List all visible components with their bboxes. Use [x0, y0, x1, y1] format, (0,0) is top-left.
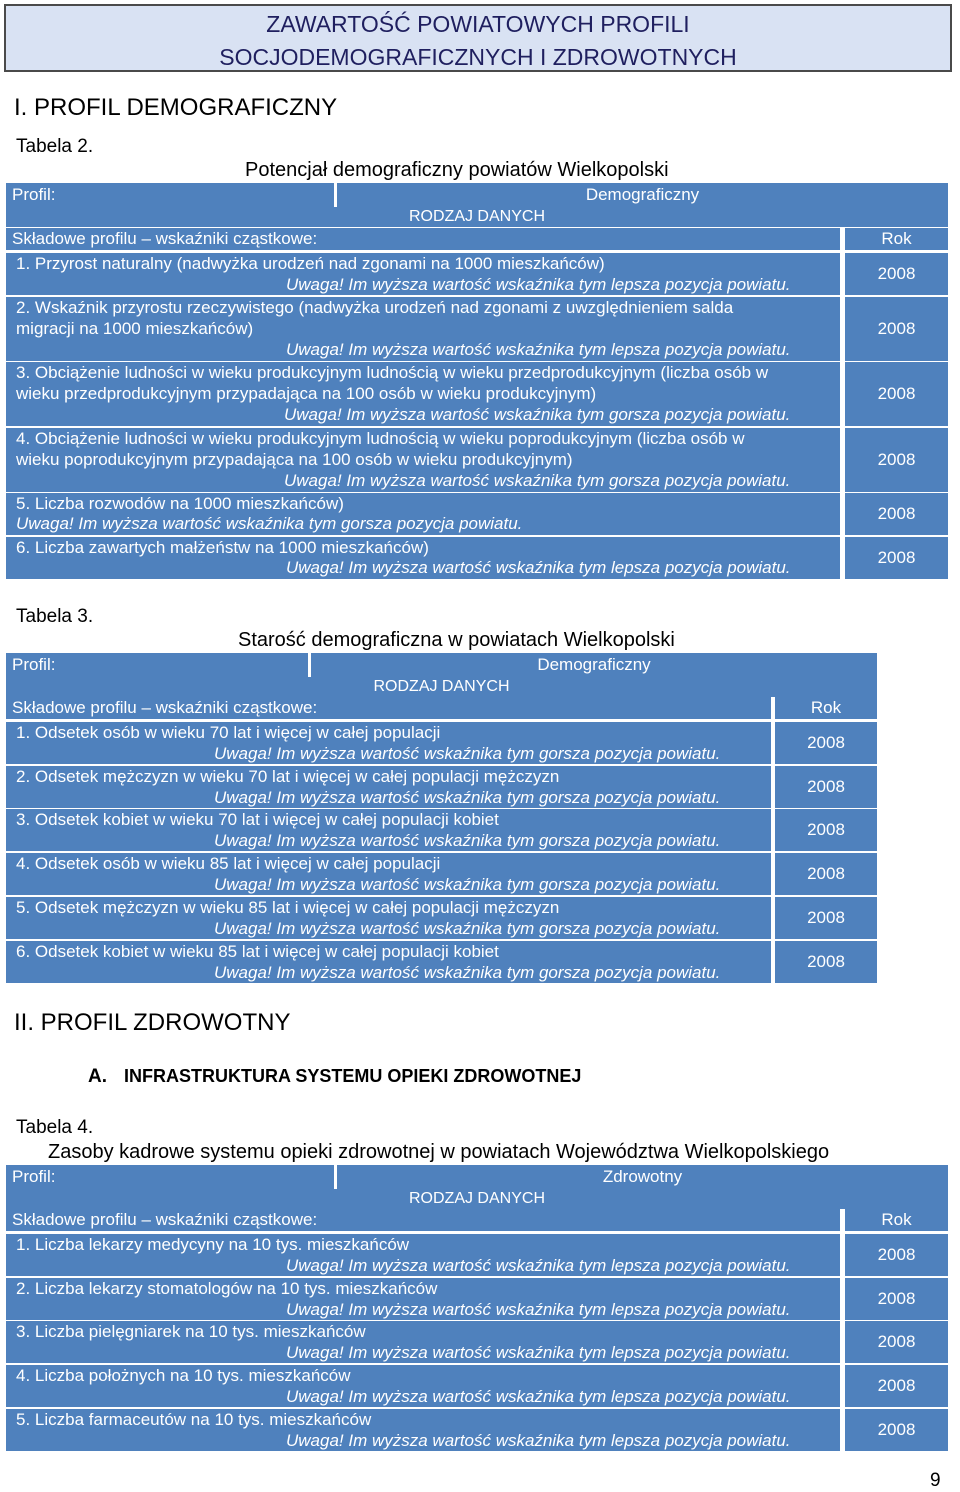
warning-text: Uwaga! Im wyższa wartość wskaźnika tym gorsza pozycja powiatu. [214, 875, 721, 894]
indicator-text: 6. Odsetek kobiet w wieku 85 lat i więcej w całej populacji kobiet [16, 942, 499, 961]
year-cell: 2008 [845, 1409, 948, 1451]
header-line-1: ZAWARTOŚĆ POWIATOWYCH PROFILI [266, 11, 690, 37]
table-row [6, 1365, 840, 1407]
table-2-title: Potencjał demograficzny powiatów Wielkopolski [245, 159, 669, 181]
table-row [6, 722, 771, 764]
year-cell: 2008 [775, 853, 877, 895]
table-row [6, 941, 771, 983]
indicator-text: 5. Liczba farmaceutów na 10 tys. mieszkańców [16, 1410, 372, 1429]
year-cell: 2008 [775, 941, 877, 983]
page-number: 9 [930, 1470, 941, 1491]
t3-skladowe: Składowe profilu – wskaźniki cząstkowe: [6, 697, 771, 719]
table-row [6, 1321, 840, 1363]
indicator-text: 3. Odsetek kobiet w wieku 70 lat i więcej w całej populacji kobiet [16, 810, 499, 829]
table-row [6, 1278, 840, 1320]
table-2-label: Tabela 2. [16, 136, 94, 157]
warning-text: Uwaga! Im wyższa wartość wskaźnika tym gorsza pozycja powiatu. [16, 514, 523, 533]
header-line-2: SOCJODEMOGRAFICZNYCH I ZDROWOTNYCH [219, 44, 737, 70]
table-row [6, 297, 840, 361]
indicator-text: 5. Liczba rozwodów na 1000 mieszkańców) [16, 494, 344, 513]
table-3-title: Starość demograficzna w powiatach Wielkopolski [238, 629, 675, 651]
t2-rodzaj-danych: RODZAJ DANYCH [6, 207, 948, 227]
t3-rodzaj-danych: RODZAJ DANYCH [6, 677, 877, 697]
warning-text: Uwaga! Im wyższa wartość wskaźnika tym lepsza pozycja powiatu. [286, 558, 791, 577]
year-cell: 2008 [845, 537, 948, 579]
warning-text: Uwaga! Im wyższa wartość wskaźnika tym gorsza pozycja powiatu. [214, 831, 721, 850]
table-row [6, 766, 771, 808]
warning-text: Uwaga! Im wyższa wartość wskaźnika tym lepsza pozycja powiatu. [286, 275, 791, 294]
warning-text: Uwaga! Im wyższa wartość wskaźnika tym lepsza pozycja powiatu. [286, 1256, 791, 1275]
year-cell: 2008 [775, 766, 877, 808]
t3-profil-value: Demograficzny [311, 653, 877, 677]
table-4-label: Tabela 4. [16, 1117, 94, 1138]
indicator-text: 2. Wskaźnik przyrostu rzeczywistego (nadwyżka urodzeń nad zgonami z uwzględnieniem salda [16, 298, 734, 317]
subsection-title: INFRASTRUKTURA SYSTEMU OPIEKI ZDROWOTNEJ [124, 1066, 582, 1086]
table-4-title: Zasoby kadrowe systemu opieki zdrowotnej w powiatach Województwa Wielkopolskiego [48, 1141, 830, 1163]
section-title-health: II. PROFIL ZDROWOTNY [14, 1009, 291, 1036]
table-row [6, 537, 840, 579]
subsection-letter: A. [88, 1066, 107, 1087]
year-cell: 2008 [845, 1234, 948, 1276]
document-header [4, 4, 952, 72]
year-cell: 2008 [845, 297, 948, 361]
warning-text: Uwaga! Im wyższa wartość wskaźnika tym lepsza pozycja powiatu. [286, 340, 791, 359]
t3-profil-label: Profil: [6, 653, 308, 677]
t4-skladowe: Składowe profilu – wskaźniki cząstkowe: [6, 1209, 840, 1231]
year-cell: 2008 [845, 493, 948, 535]
table-row [6, 897, 771, 939]
warning-text: Uwaga! Im wyższa wartość wskaźnika tym gorsza pozycja powiatu. [214, 919, 721, 938]
t2-rok-header: Rok [845, 228, 948, 250]
year-cell: 2008 [845, 362, 948, 426]
warning-text: Uwaga! Im wyższa wartość wskaźnika tym gorsza pozycja powiatu. [284, 405, 791, 424]
indicator-text: 5. Odsetek mężczyzn w wieku 85 lat i więcej w całej populacji mężczyzn [16, 898, 560, 917]
t2-skladowe: Składowe profilu – wskaźniki cząstkowe: [6, 228, 840, 250]
year-cell: 2008 [845, 1278, 948, 1320]
t4-rok-header: Rok [845, 1209, 948, 1231]
section-title-demographic: I. PROFIL DEMOGRAFICZNY [14, 94, 338, 121]
table-row [6, 362, 840, 426]
indicator-text-cont: wieku poprodukcyjnym przypadająca na 100 osób w wieku produkcyjnym) [16, 450, 573, 469]
indicator-text: 3. Obciążenie ludności w wieku produkcyjnym ludnością w wieku przedprodukcyjnym (liczba osób w [16, 363, 769, 382]
warning-text: Uwaga! Im wyższa wartość wskaźnika tym lepsza pozycja powiatu. [286, 1343, 791, 1362]
indicator-text: 4. Odsetek osób w wieku 85 lat i więcej w całej populacji [16, 854, 441, 873]
warning-text: Uwaga! Im wyższa wartość wskaźnika tym gorsza pozycja powiatu. [284, 471, 791, 490]
warning-text: Uwaga! Im wyższa wartość wskaźnika tym gorsza pozycja powiatu. [214, 788, 721, 807]
indicator-text: 6. Liczba zawartych małżeństw na 1000 mieszkańców) [16, 538, 429, 557]
t4-profil-label: Profil: [6, 1165, 334, 1189]
table-row [6, 253, 840, 295]
table-row [6, 1234, 840, 1276]
warning-text: Uwaga! Im wyższa wartość wskaźnika tym gorsza pozycja powiatu. [214, 744, 721, 763]
indicator-text-cont: migracji na 1000 mieszkańców) [16, 319, 254, 338]
year-cell: 2008 [845, 1365, 948, 1407]
indicator-text: 4. Obciążenie ludności w wieku produkcyjnym ludnością w wieku poprodukcyjnym (liczba osób w [16, 429, 745, 448]
table-row [6, 428, 840, 492]
indicator-text-cont: wieku przedprodukcyjnym przypadająca na 100 osób w wieku produkcyjnym) [16, 384, 597, 403]
table-row [6, 493, 840, 535]
warning-text: Uwaga! Im wyższa wartość wskaźnika tym lepsza pozycja powiatu. [286, 1387, 791, 1406]
warning-text: Uwaga! Im wyższa wartość wskaźnika tym lepsza pozycja powiatu. [286, 1431, 791, 1450]
year-cell: 2008 [845, 1321, 948, 1363]
indicator-text: 1. Odsetek osób w wieku 70 lat i więcej w całej populacji [16, 723, 441, 742]
table-row [6, 1409, 840, 1451]
t3-rok-header: Rok [775, 697, 877, 719]
year-cell: 2008 [775, 809, 877, 851]
t2-profil-value: Demograficzny [337, 183, 948, 207]
year-cell: 2008 [845, 253, 948, 295]
indicator-text: 2. Odsetek mężczyzn w wieku 70 lat i więcej w całej populacji mężczyzn [16, 767, 560, 786]
indicator-text: 2. Liczba lekarzy stomatologów na 10 tys. mieszkańców [16, 1279, 438, 1298]
indicator-text: 1. Liczba lekarzy medycyny na 10 tys. mieszkańców [16, 1235, 410, 1254]
indicator-text: 1. Przyrost naturalny (nadwyżka urodzeń nad zgonami na 1000 mieszkańców) [16, 254, 605, 273]
table-row [6, 853, 771, 895]
year-cell: 2008 [775, 897, 877, 939]
year-cell: 2008 [775, 722, 877, 764]
table-3-label: Tabela 3. [16, 606, 94, 627]
t2-profil-label: Profil: [6, 183, 334, 207]
indicator-text: 3. Liczba pielęgniarek na 10 tys. mieszkańców [16, 1322, 366, 1341]
indicator-text: 4. Liczba położnych na 10 tys. mieszkańców [16, 1366, 351, 1385]
warning-text: Uwaga! Im wyższa wartość wskaźnika tym gorsza pozycja powiatu. [214, 963, 721, 982]
t4-profil-value: Zdrowotny [337, 1165, 948, 1189]
year-cell: 2008 [845, 428, 948, 492]
t4-rodzaj-danych: RODZAJ DANYCH [6, 1189, 948, 1209]
warning-text: Uwaga! Im wyższa wartość wskaźnika tym lepsza pozycja powiatu. [286, 1300, 791, 1319]
table-row [6, 809, 771, 851]
